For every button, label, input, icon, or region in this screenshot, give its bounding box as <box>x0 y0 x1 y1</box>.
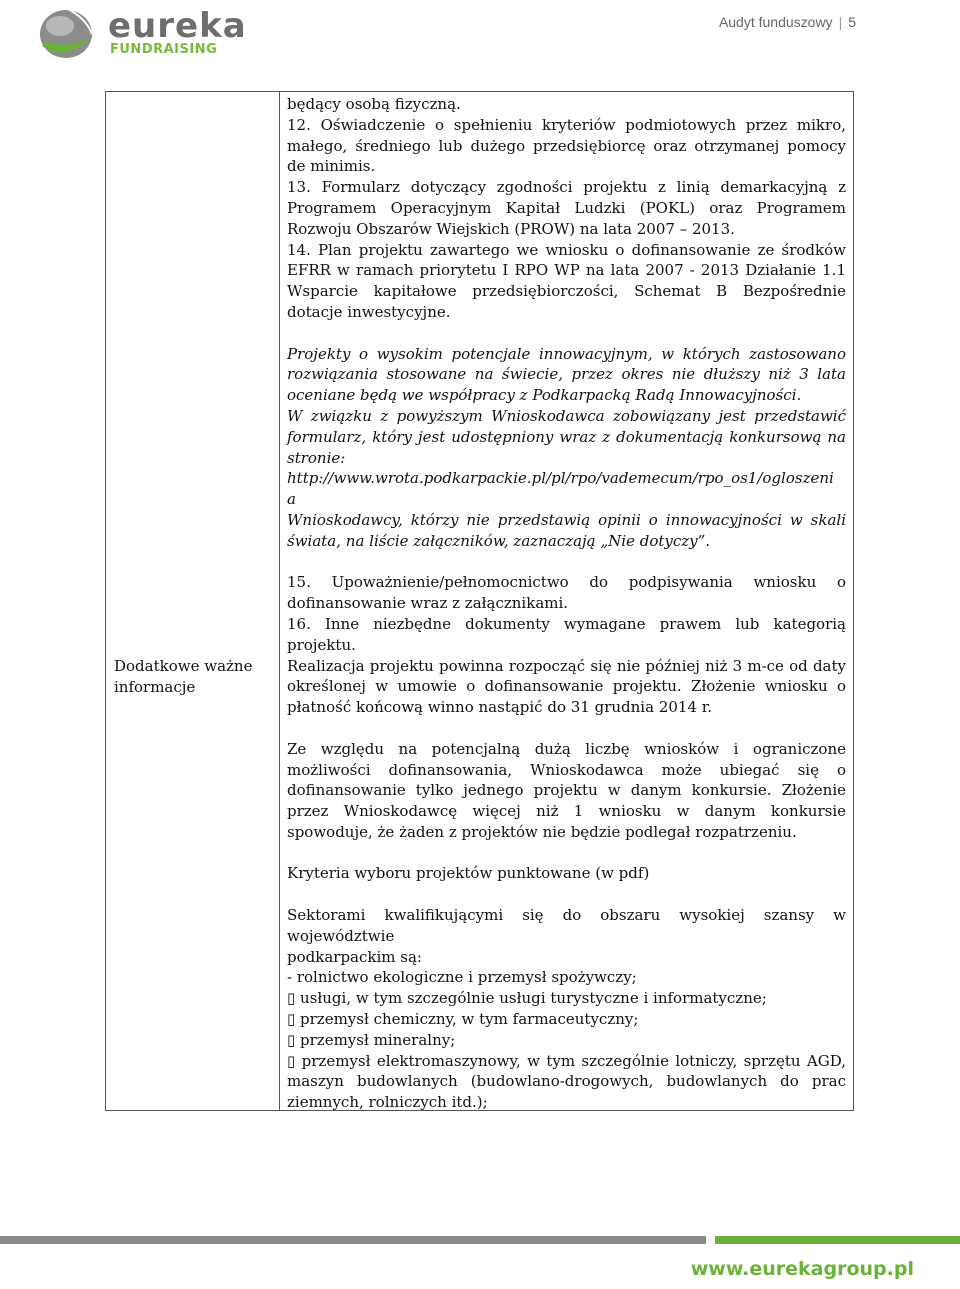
logo-subtitle: FUNDRAISING <box>110 42 218 57</box>
info-table <box>105 91 854 1111</box>
footer-bar-green <box>715 1236 960 1244</box>
sector-item: ▯ usługi, w tym szczególnie usługi turystyczne i informatyczne; <box>287 989 767 1008</box>
text-line: będący osobą fizyczną. <box>287 95 461 113</box>
sector-item: ▯ przemysł chemiczny, w tym farmaceutyczny; <box>287 1010 639 1029</box>
bullet-box-icon: ▯ <box>287 1030 296 1049</box>
obligation-paragraph: W związku z powyższym Wnioskodawca zobowiązany jest przedstawić formularz, który jest udostępniony wraz z dokumentacją konkursową na stronie: <box>287 406 846 467</box>
footer-bar-gray <box>0 1236 706 1244</box>
innovation-paragraph: Projekty o wysokim potencjale innowacyjnym, w których zastosowano rozwiązania stosowane na świecie, przez okres nie dłuższy niż 3 lata oceniane będą we współpracy z Podkarpacką Radą Innowacyjności. <box>287 344 846 405</box>
criteria-link[interactable]: Kryteria wyboru projektów punktowane (w pdf) <box>287 864 650 883</box>
page-number: 5 <box>848 14 856 30</box>
list-item-15: 15. Upoważnienie/pełnomocnictwo do podpisywania wniosku o dofinansowanie wraz z załącznikami. <box>287 573 846 613</box>
form-link-tail: a <box>287 490 296 509</box>
single-application-paragraph: Ze względu na potencjalną dużą liczbę wniosków i ograniczone możliwości dofinansowania, Wnioskodawca może ubiegać się o dofinansowanie tylko jednego projektu w danym konkursie. Złożenie przez Wnioskodawcę więcej niż 1 wniosku w danym konkursie spowoduje, że żaden z projektów nie będzie podlegał rozpatrzeniu. <box>287 739 846 841</box>
list-item-13: 13. Formularz dotyczący zgodności projektu z linią demarkacyjną z Programem Operacyjnym Kapitał Ludzki (POKL) oraz Programem Rozwoju Obszarów Wiejskich (PROW) na lata 2007 – 2013. <box>287 178 846 238</box>
list-item-14: 14. Plan projektu zawartego we wniosku o dofinansowanie ze środków EFRR w ramach priorytetu I RPO WP na lata 2007 - 2013 Działanie 1.1 Wsparcie kapitałowe przedsiębiorczości, Schemat B Bezpośrednie dotacje inwestycyjne. <box>287 240 846 321</box>
bullet-box-icon: ▯ <box>287 1051 296 1070</box>
sector-item: - rolnictwo ekologiczne i przemysł spożywczy; <box>287 968 637 987</box>
column-divider <box>279 92 280 1110</box>
logo-wordmark: eureka <box>108 6 247 46</box>
footer-website-link[interactable]: www.eurekagroup.pl <box>690 1258 914 1280</box>
start-deadline-paragraph: Realizacja projektu powinna rozpocząć się nie później niż 3 m-ce od daty określonej w umowie o dofinansowanie projektu. Złożenie wniosku o płatność końcową winno nastąpić do 31 grudnia 2014 r. <box>287 656 846 717</box>
header-doc-info <box>719 14 856 30</box>
sector-item: ▯ przemysł elektromaszynowy, w tym szczególnie lotniczy, sprzętu AGD, maszyn budowlanych (budowlano-drogowych, budowlanych do prac ziemnych, rolniczych itd.); <box>287 1051 846 1112</box>
list-item-16: 16. Inne niezbędne dokumenty wymagane prawem lub kategorią projektu. <box>287 614 846 654</box>
form-link[interactable]: http://www.wrota.podkarpackie.pl/pl/rpo/vademecum/rpo_os1/ogloszeni <box>287 469 834 488</box>
sectors-intro-cont: podkarpackim są: <box>287 947 422 966</box>
row-content <box>287 94 846 1113</box>
globe-logo-icon <box>36 4 98 60</box>
row-label: Dodatkowe ważne informacje <box>114 657 253 696</box>
doc-title: Audyt funduszowy <box>718 14 833 30</box>
sectors-intro: Sektorami kwalifikującymi się do obszaru wysokiej szansy w województwie <box>287 906 846 945</box>
bullet-box-icon: ▯ <box>287 989 296 1008</box>
header-separator: | <box>838 14 843 30</box>
bullet-box-icon: ▯ <box>287 1010 296 1029</box>
eureka-logo <box>36 4 276 62</box>
not-applicable-paragraph: Wnioskodawcy, którzy nie przedstawią opinii o innowacyjności w skali świata, na liście załączników, zaznaczają „Nie dotyczy”. <box>287 510 846 550</box>
sector-item: ▯ przemysł mineralny; <box>287 1030 456 1049</box>
list-item-12: 12. Oświadczenie o spełnieniu kryteriów podmiotowych przez mikro, małego, średniego lub dużego przedsiębiorcę oraz otrzymanej pomocy de minimis. <box>287 115 846 176</box>
